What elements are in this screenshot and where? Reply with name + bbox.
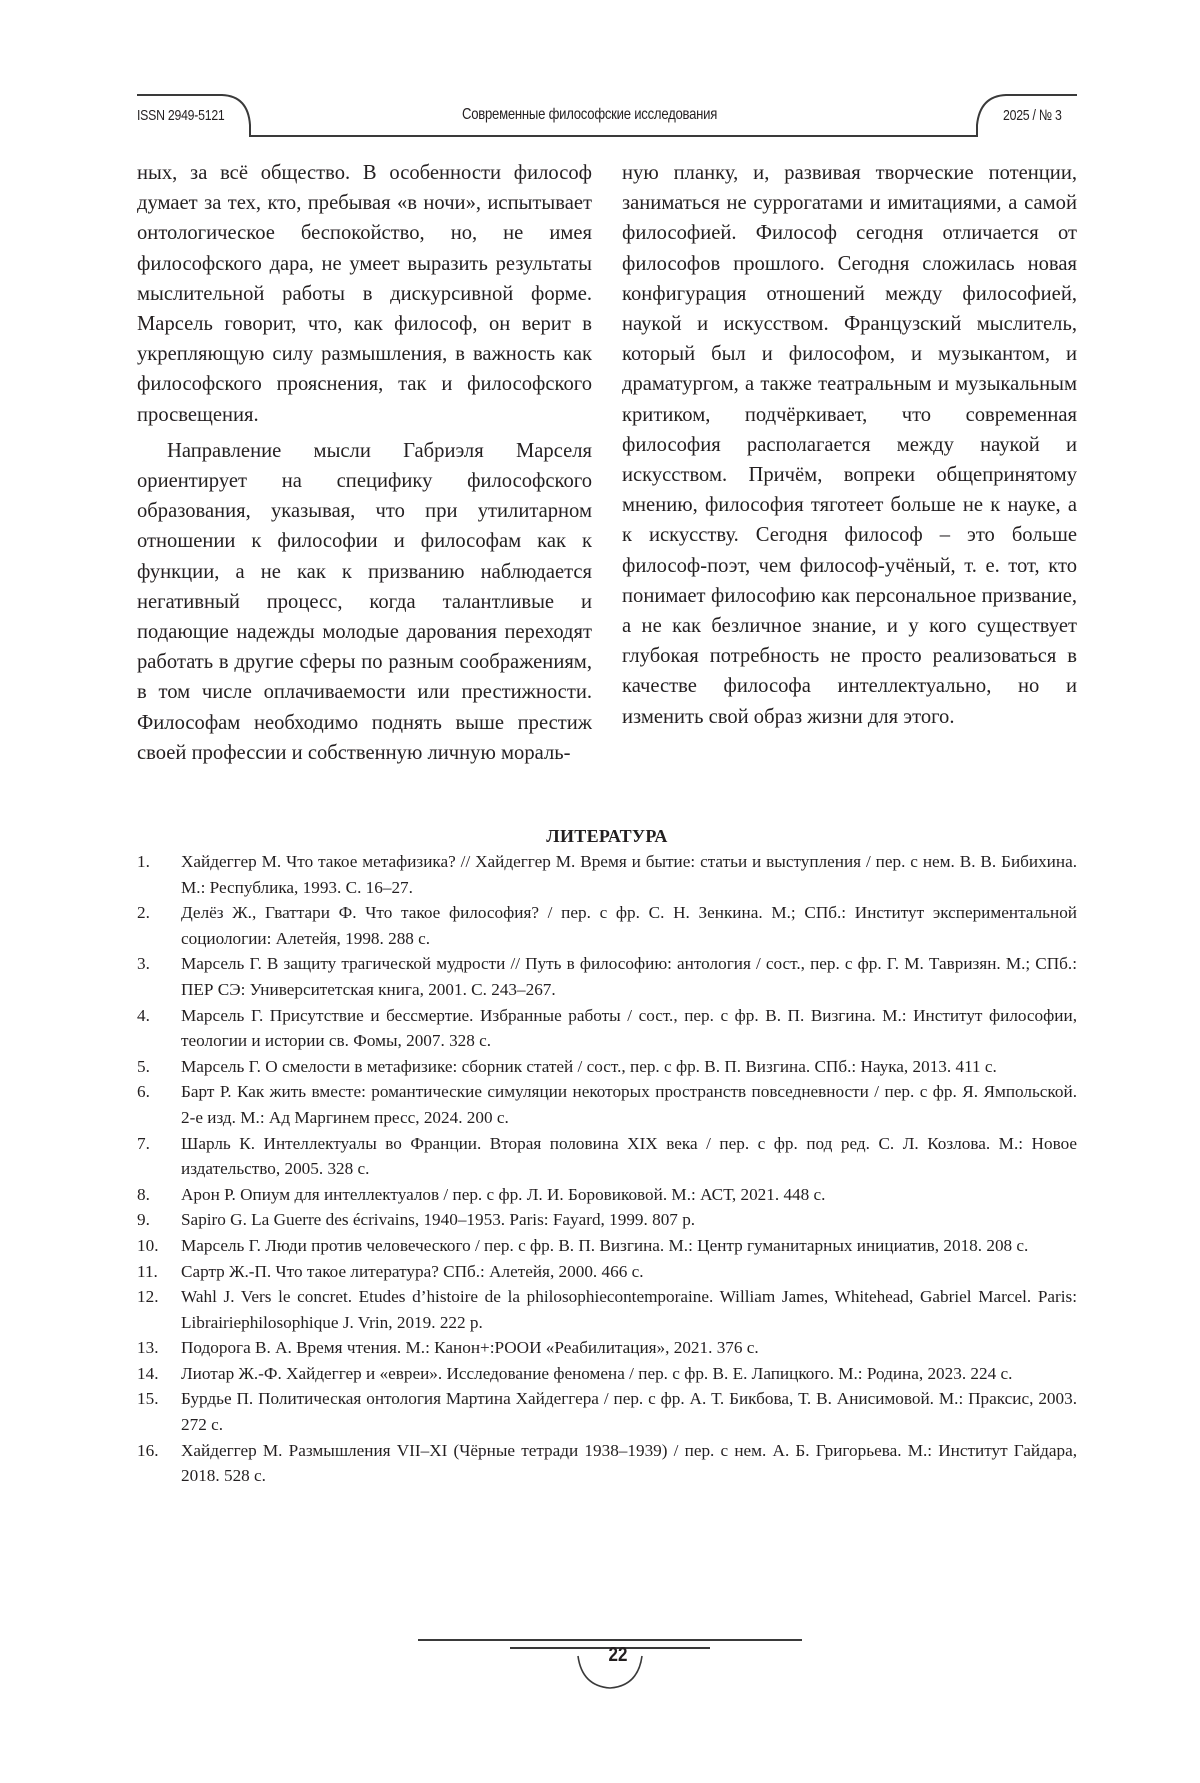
reference-number: 6. (137, 1082, 150, 1102)
reference-text: Хайдеггер М. Размышления VII–XI (Чёрные тетради 1938–1939) / пер. с нем. А. Б. Григорьева. М.: Институт Гайдара, 2018. 528 с. (181, 1440, 1077, 1486)
journal-title: Современные философские исследования (462, 106, 718, 123)
body-text (137, 158, 1077, 768)
references-section (137, 826, 1077, 1489)
reference-item (137, 1335, 1077, 1361)
reference-text: Лиотар Ж.-Ф. Хайдеггер и «евреи». Исследование феномена / пер. с фр. В. Е. Лапицкого. М.: Родина, 2023. 224 с. (181, 1363, 1013, 1383)
right-column (622, 158, 1077, 768)
reference-item (137, 1131, 1077, 1182)
reference-number: 2. (137, 903, 150, 923)
issue-number: 2025 / № 3 (1003, 107, 1062, 124)
reference-item (137, 1438, 1077, 1489)
reference-item (137, 1284, 1077, 1335)
reference-text: Сартр Ж.-П. Что такое литература? СПб.: Алетейя, 2000. 466 с. (181, 1261, 644, 1281)
paragraph: ных, за всё общество. В особенности философ думает за тех, кто, пребывая «в ночи», испытывает онтологическое беспокойство, но, не имея философского дара, не умеет выразить результаты мыслительной работы в дискурсивной форме. Марсель говорит, что, как философ, он верит в укрепляющую силу размышления, в важность как философского прояснения, так и философского просвещения. (137, 162, 592, 426)
reference-text: Подорога В. А. Время чтения. М.: Канон+:РООИ «Реабилитация», 2021. 376 с. (181, 1338, 759, 1358)
reference-text: Wahl J. Vers le concret. Etudes d’histoire de la philosophiecontemporaine. William James, Whitehead, Gabriel Marcel. Paris: Librairiephilosophique J. Vrin, 2019. 222 p. (181, 1287, 1077, 1332)
reference-number: 12. (137, 1287, 159, 1307)
references-title: ЛИТЕРАТУРА (546, 826, 668, 846)
reference-text: Бурдье П. Политическая онтология Мартина Хайдеггера / пер. с фр. А. Т. Бикбова, Т. В. Анисимовой. М.: Праксис, 2003. 272 с. (181, 1389, 1077, 1435)
reference-text: Барт Р. Как жить вместе: романтические симуляции некоторых пространств повседневности / пер. с фр. Я. Ямпольской. 2-е изд. М.: Ад Маргинем пресс, 2024. 200 с. (181, 1082, 1077, 1127)
reference-number: 13. (137, 1338, 159, 1358)
reference-item (137, 1182, 1077, 1208)
references-list (137, 849, 1077, 1489)
reference-text: Делёз Ж., Гваттари Ф. Что такое философия? / пер. с фр. С. Н. Зенкина. М.; СПб.: Институт экспериментальной социологии: Алетейя, 1998. 288 с. (181, 903, 1077, 948)
reference-item (137, 1003, 1077, 1054)
reference-number: 5. (137, 1056, 150, 1076)
reference-number: 11. (137, 1261, 158, 1281)
reference-number: 14. (137, 1363, 159, 1383)
paragraph: Направление мысли Габриэля Марселя ориентирует на специфику философского образования, указывая, что при утилитарном отношении к философии и философам как к функции, а не как к призванию наблюдается негативный процесс, когда талантливые и подающие надежды молодые дарования переходят работать в другие сферы по разным соображениям, в том числе оплачиваемости или престижности. Философам необходимо поднять выше престиж своей профессии и собственную личную мораль- (137, 439, 592, 764)
reference-number: 15. (137, 1389, 159, 1409)
reference-item (137, 1054, 1077, 1080)
reference-number: 10. (137, 1235, 159, 1255)
running-header (0, 0, 1200, 150)
reference-number: 3. (137, 954, 150, 974)
footer-ornament (0, 1620, 1200, 1700)
reference-item (137, 900, 1077, 951)
reference-number: 9. (137, 1210, 150, 1230)
reference-item (137, 1079, 1077, 1130)
reference-text: Хайдеггер М. Что такое метафизика? // Хайдеггер М. Время и бытие: статьи и выступления / пер. с нем. В. В. Бибихина. М.: Республика, 1993. С. 16–27. (181, 852, 1077, 897)
issn: ISSN 2949-5121 (137, 107, 225, 124)
reference-number: 1. (137, 852, 150, 871)
reference-item (137, 1386, 1077, 1437)
header-frame (0, 0, 1200, 150)
reference-item (137, 951, 1077, 1002)
reference-number: 16. (137, 1440, 159, 1460)
reference-item (137, 849, 1077, 900)
reference-item (137, 1233, 1077, 1259)
reference-item (137, 1361, 1077, 1387)
reference-text: Шарль К. Интеллектуалы во Франции. Вторая половина XIX века / пер. с фр. под ред. С. Л. Козлова. М.: Новое издательство, 2005. 328 с. (181, 1133, 1077, 1179)
reference-item (137, 1259, 1077, 1285)
paragraph: ную планку, и, развивая творческие потенции, заниматься не суррогатами и имитациями, а самой философией. Философ сегодня отличается от философов прошлого. Сегодня сложилась новая конфигурация отношений между философией, наукой и искусством. Французский мыслитель, который был и философом, и музыкантом, и драматургом, а также театральным и музыкальным критиком, подчёркивает, что современная философия располагается между наукой и искусством. Причём, вопреки общепринятому мнению, философия тяготеет больше не к науке, а к искусству. Сегодня философ – это больше философ-поэт, чем философ-учёный, т. е. тот, кто понимает философию как персональное призвание, а не как безличное знание, и у кого существует глубокая потребность не просто реализоваться в качестве философа интеллектуально, но и изменить свой образ жизни для этого. (622, 162, 1077, 728)
reference-number: 8. (137, 1184, 150, 1204)
reference-text: Марсель Г. Присутствие и бессмертие. Избранные работы / сост., пер. с фр. В. П. Визгина. М.: Институт философии, теологии и истории св. Фомы, 2007. 328 с. (181, 1005, 1077, 1051)
reference-text: Марсель Г. О смелости в метафизике: сборник статей / сост., пер. с фр. В. П. Визгина. СПб.: Наука, 2013. 411 с. (181, 1056, 997, 1076)
page-footer (0, 1620, 1200, 1700)
reference-number: 7. (137, 1133, 150, 1153)
reference-text: Sapiro G. La Guerre des écrivains, 1940–1953. Paris: Fayard, 1999. 807 p. (181, 1210, 696, 1230)
reference-text: Марсель Г. Люди против человеческого / пер. с фр. В. П. Визгина. М.: Центр гуманитарных инициатив, 2018. 208 с. (181, 1235, 1029, 1255)
page-number: 22 (608, 1644, 628, 1666)
reference-text: Марсель Г. В защиту трагической мудрости // Путь в философию: антология / сост., пер. с фр. Г. М. Тавризян. М.; СПб.: ПЕР СЭ: Университетская книга, 2001. С. 243–267. (181, 954, 1077, 999)
reference-item (137, 1207, 1077, 1233)
left-column (137, 158, 592, 768)
reference-text: Арон Р. Опиум для интеллектуалов / пер. с фр. Л. И. Боровиковой. М.: АСТ, 2021. 448 с. (181, 1184, 826, 1204)
reference-number: 4. (137, 1005, 150, 1025)
